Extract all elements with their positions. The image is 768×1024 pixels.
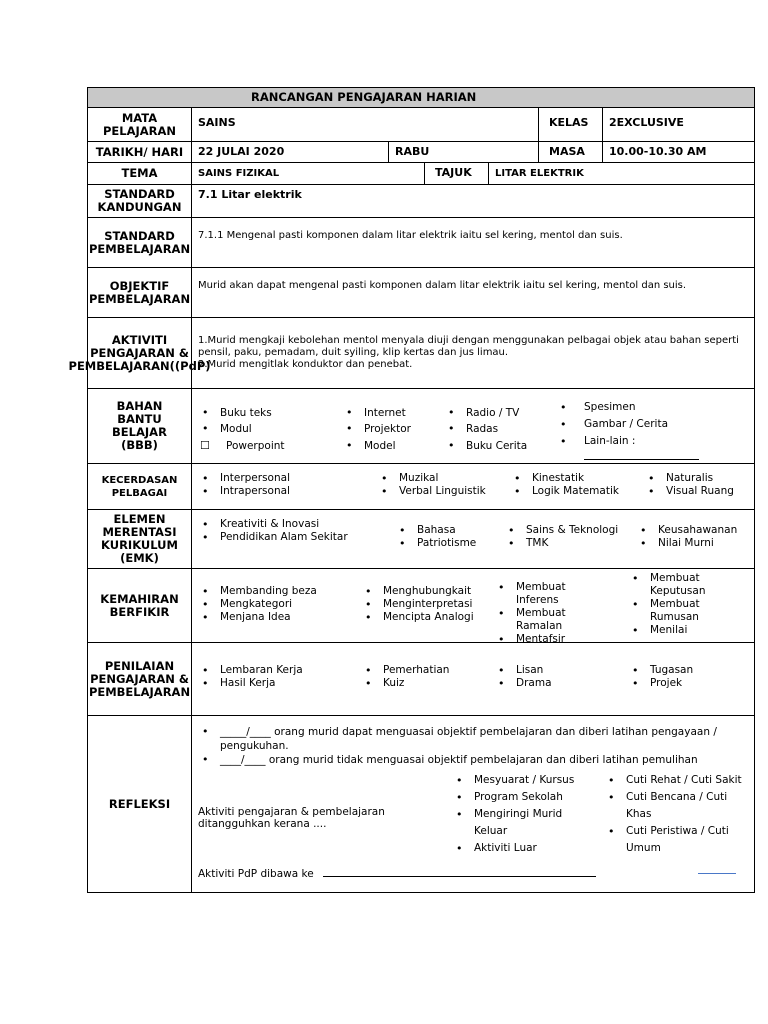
refleksi-reason: • Cuti Peristiwa / Cuti Umum <box>604 823 754 857</box>
kecerdasan-row <box>87 464 755 510</box>
kemahiran-item: • Membanding beza <box>198 585 317 598</box>
tarikh-row <box>87 142 755 163</box>
tajuk-label: TAJUK <box>425 163 489 184</box>
standard-kandungan-row <box>87 185 755 218</box>
kemahiran-item: • Membuat Ramalan <box>494 607 586 633</box>
lain-lain-blank <box>584 459 699 460</box>
emk-item: • Keusahawanan <box>636 524 737 537</box>
document-title: RANCANGAN PENGAJARAN HARIAN <box>88 88 754 107</box>
kemahiran-row <box>87 569 755 643</box>
penilaian-item: • Lisan <box>494 664 552 677</box>
tarikh-day: RABU <box>389 142 539 162</box>
refleksi-reason: • Cuti Bencana / Cuti Khas <box>604 789 754 823</box>
kemahiran-item: • Menjana Idea <box>198 611 317 624</box>
penilaian-item: • Kuiz <box>361 677 449 690</box>
emk-label: ELEMEN MERENTASI KURIKULUM (EMK) <box>88 510 192 568</box>
emk-item: • TMK <box>504 537 618 550</box>
blue-underline <box>698 873 736 874</box>
emk-item: • Bahasa <box>395 524 476 537</box>
standard-kandungan-label: STANDARD KANDUNGAN <box>88 185 192 217</box>
kecerdasan-item: • Intrapersonal <box>198 485 290 498</box>
emk-item: • Sains & Teknologi <box>504 524 618 537</box>
kelas-value: 2EXCLUSIVE <box>609 116 684 129</box>
kemahiran-item: • Membuat Rumusan <box>628 598 720 624</box>
dibawa-ke-text: Aktiviti PdP dibawa ke <box>198 868 314 880</box>
dibawa-ke-blank <box>323 876 596 877</box>
bbb-item: • Lain-lain : <box>556 433 731 450</box>
tema-label: TEMA <box>88 163 192 184</box>
refleksi-label: REFLEKSI <box>88 716 192 892</box>
emk-item: • Nilai Murni <box>636 537 737 550</box>
kecerdasan-item: • Verbal Linguistik <box>377 485 486 498</box>
penilaian-row <box>87 643 755 716</box>
tajuk-value: LITAR ELEKTRIK <box>495 168 584 179</box>
refleksi-reason: • Mengiringi Murid Keluar <box>452 806 569 840</box>
emk-row <box>87 510 755 569</box>
bbb-item: • Gambar / Cerita <box>556 416 731 433</box>
kemahiran-item: • Menilai <box>628 624 728 637</box>
bbb-item: • Model <box>342 437 442 455</box>
aktiviti-line-1: 1.Murid mengkaji kebolehan mentol menyala diuji dengan menggunakan pelbagai objek atau bahan seperti pensil, paku, pemadam, duit syiling, klip kertas dan jus limau. <box>198 335 739 358</box>
kemahiran-item: • Membuat Keputusan <box>628 572 720 598</box>
mata-pelajaran-label: MATA PELAJARAN <box>88 108 192 141</box>
bbb-label: BAHAN BANTU BELAJAR (BBB) <box>88 389 192 463</box>
emk-item: • Pendidikan Alam Sekitar <box>198 531 348 544</box>
refleksi-reason: • Mesyuarat / Kursus <box>452 772 592 789</box>
kemahiran-label: KEMAHIRAN BERFIKIR <box>88 569 192 642</box>
tema-row <box>87 163 755 185</box>
penilaian-item: • Projek <box>628 677 693 690</box>
refleksi-reason: • Cuti Rehat / Cuti Sakit <box>604 772 754 789</box>
kemahiran-item: • Mencipta Analogi <box>361 611 474 624</box>
bbb-item: • Buku teks <box>198 405 338 421</box>
aktiviti-content <box>192 318 754 388</box>
kecerdasan-item: • Naturalis <box>644 472 734 485</box>
standard-pembelajaran-label: STANDARD PEMBELAJARAN <box>88 218 192 267</box>
kecerdasan-label: KECERDASAN PELBAGAI <box>88 464 192 509</box>
mata-pelajaran-row <box>87 108 755 142</box>
kelas-label: KELAS <box>539 108 603 141</box>
penilaian-item: • Lembaran Kerja <box>198 664 303 677</box>
refleksi-bullet-1: • _____/____ orang murid dapat menguasai objektif pembelajaran dan diberi latihan pengayaan / pengukuhan. <box>198 725 733 753</box>
objektif-value: Murid akan dapat mengenal pasti komponen dalam litar elektrik iaitu sel kering, mentol dan suis. <box>198 280 687 291</box>
header-row <box>87 87 755 108</box>
standard-kandungan-value: 7.1 Litar elektrik <box>198 188 302 201</box>
kecerdasan-item: • Kinestatik <box>510 472 619 485</box>
emk-content <box>192 510 754 568</box>
kecerdasan-content <box>192 464 754 509</box>
kecerdasan-item: • Logik Matematik <box>510 485 619 498</box>
aktiviti-line-2: 2.Murid mengitlak konduktor dan penebat. <box>198 359 413 370</box>
refleksi-reason: • Aktiviti Luar <box>452 840 592 857</box>
kemahiran-item: • Mentafsir <box>494 633 609 646</box>
standard-pembelajaran-row <box>87 218 755 268</box>
kemahiran-item: • Membuat Inferens <box>494 581 609 607</box>
kemahiran-item: • Menginterpretasi <box>361 598 474 611</box>
bbb-row <box>87 389 755 464</box>
penilaian-item: • Pemerhatian <box>361 664 449 677</box>
emk-item: • Kreativiti & Inovasi <box>198 518 348 531</box>
penilaian-content <box>192 643 754 715</box>
bbb-item: • Projektor <box>342 421 442 437</box>
refleksi-bullet-2: • ____/____ orang murid tidak menguasai objektif pembelajaran dan diberi latihan pemulihan <box>198 753 733 767</box>
objektif-label: OBJEKTIF PEMBELAJARAN <box>88 268 192 317</box>
tarikh-date: 22 JULAI 2020 <box>192 142 389 162</box>
penilaian-label: PENILAIAN PENGAJARAN & PEMBELAJARAN <box>88 643 192 715</box>
lesson-plan-document <box>68 87 755 893</box>
bbb-content <box>192 389 754 463</box>
mata-pelajaran-value: SAINS <box>192 108 539 141</box>
tarikh-label: TARIKH/ HARI <box>88 142 192 162</box>
bbb-item: • Radio / TV <box>444 405 554 421</box>
penilaian-item: • Hasil Kerja <box>198 677 303 690</box>
kecerdasan-item: • Visual Ruang <box>644 485 734 498</box>
tema-value: SAINS FIZIKAL <box>192 163 425 184</box>
kemahiran-item: • Mengkategori <box>198 598 317 611</box>
emk-item: • Patriotisme <box>395 537 476 550</box>
standard-pembelajaran-value: 7.1.1 Mengenal pasti komponen dalam litar elektrik iaitu sel kering, mentol dan suis. <box>198 230 623 241</box>
kemahiran-item: • Menghubungkait <box>361 585 474 598</box>
refleksi-content <box>192 716 754 892</box>
refleksi-reason: • Program Sekolah <box>452 789 592 806</box>
masa-label: MASA <box>539 142 603 162</box>
bbb-item: • Radas <box>444 421 554 437</box>
penilaian-item: • Tugasan <box>628 664 693 677</box>
refleksi-row <box>87 716 755 893</box>
aktiviti-row <box>68 318 755 389</box>
bbb-item: • Spesimen <box>556 399 731 416</box>
objektif-row <box>87 268 755 318</box>
bbb-item: • Internet <box>342 405 442 421</box>
bbb-item: ☐ Powerpoint <box>198 437 338 455</box>
kemahiran-content <box>192 569 754 645</box>
bbb-item: • Modul <box>198 421 338 437</box>
ditangguhkan-text: Aktiviti pengajaran & pembelajaran ditangguhkan kerana .... <box>198 806 385 830</box>
bottom-rule <box>192 892 718 893</box>
masa-value: 10.00-10.30 AM <box>609 145 707 158</box>
penilaian-item: • Drama <box>494 677 552 690</box>
aktiviti-label: AKTIVITI PENGAJARAN & PEMBELAJARAN((PdP) <box>88 318 192 388</box>
kecerdasan-item: • Muzikal <box>377 472 486 485</box>
kecerdasan-item: • Interpersonal <box>198 472 290 485</box>
bbb-item: • Buku Cerita <box>444 437 554 455</box>
